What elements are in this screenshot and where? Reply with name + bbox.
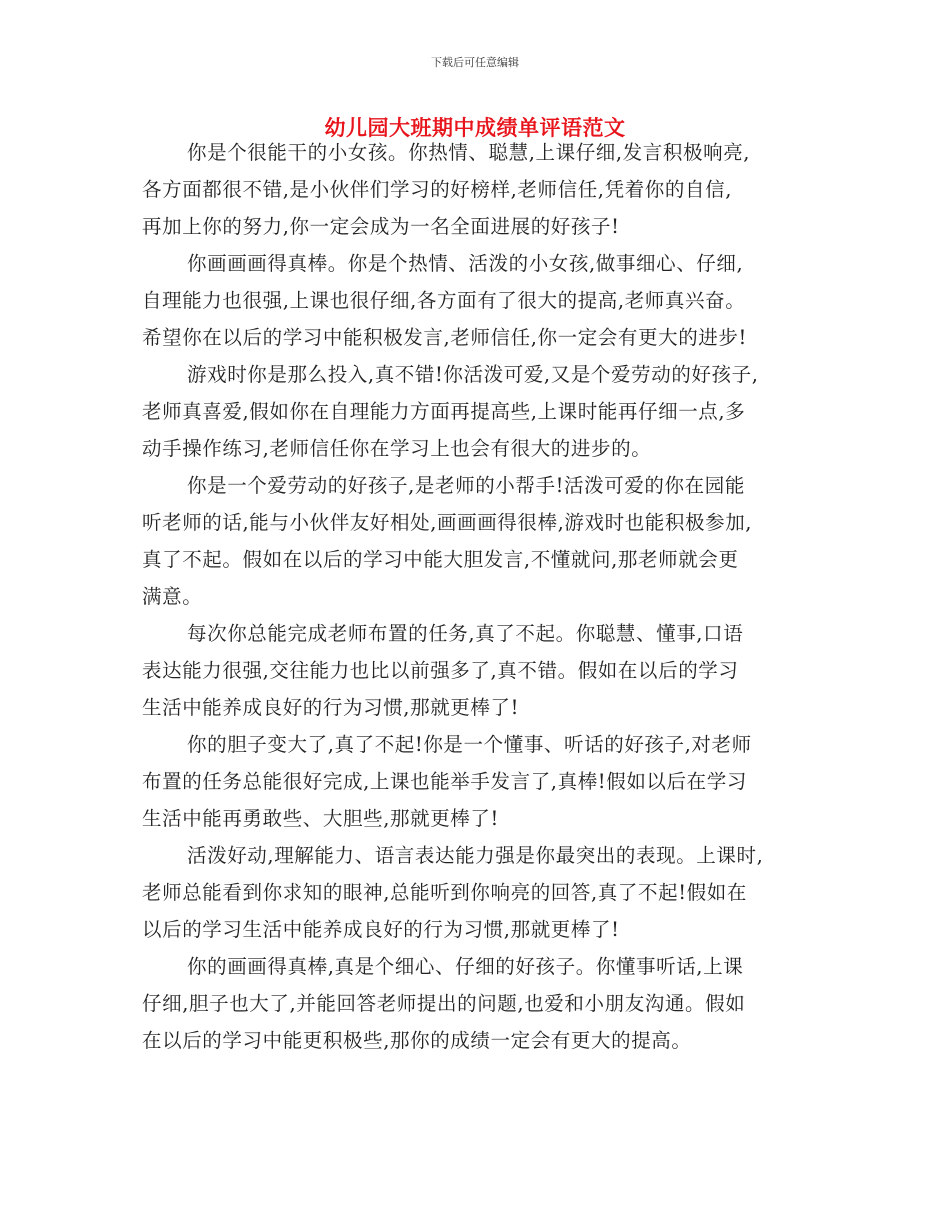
paragraph-1 <box>142 134 814 245</box>
document-body <box>142 134 814 1059</box>
paragraph-line: 真了不起。假如在以后的学习中能大胆发言,不懂就问,那老师就会更 <box>142 548 739 571</box>
paragraph-line: 你是一个爱劳动的好孩子,是老师的小帮手!活泼可爱的你在园能 <box>187 474 745 497</box>
paragraph-3 <box>142 356 814 467</box>
paragraph-8 <box>142 948 814 1059</box>
paragraph-5 <box>142 615 814 726</box>
paragraph-7 <box>142 837 814 948</box>
paragraph-6 <box>142 726 814 837</box>
paragraph-line: 布置的任务总能很好完成,上课也能举手发言了,真棒!假如以后在学习 <box>142 770 747 793</box>
paragraph-line: 以后的学习生活中能养成良好的行为习惯,那就更棒了! <box>142 918 620 941</box>
paragraph-line: 再加上你的努力,你一定会成为一名全面进展的好孩子! <box>142 215 620 238</box>
paragraph-line: 你的画画得真棒,真是个细心、仔细的好孩子。你懂事听话,上课 <box>187 955 744 978</box>
paragraph-4 <box>142 467 814 615</box>
paragraph-line: 活泼好动,理解能力、语言表达能力强是你最突出的表现。上课时, <box>187 844 764 867</box>
paragraph-line: 生活中能养成良好的行为习惯,那就更棒了! <box>142 696 520 719</box>
paragraph-line: 自理能力也很强,上课也很仔细,各方面有了很大的提高,老师真兴奋。 <box>142 289 746 312</box>
paragraph-line: 听老师的话,能与小伙伴友好相处,画画画得很棒,游戏时也能积极参加, <box>142 511 753 534</box>
paragraph-line: 各方面都很不错,是小伙伴们学习的好榜样,老师信任,凭着你的自信, <box>142 178 732 201</box>
paragraph-line: 生活中能再勇敢些、大胆些,那就更棒了! <box>142 807 499 830</box>
document-title: 幼儿园大班期中成绩单评语范文 <box>324 115 626 140</box>
paragraph-line: 动手操作练习,老师信任你在学习上也会有很大的进步的。 <box>142 437 652 460</box>
paragraph-line: 你是个很能干的小女孩。你热情、聪慧,上课仔细,发言积极响亮, <box>187 141 751 164</box>
paragraph-2 <box>142 245 814 356</box>
paragraph-line: 游戏时你是那么投入,真不错!你活泼可爱,又是个爱劳动的好孩子, <box>187 363 759 386</box>
paragraph-line: 表达能力很强,交往能力也比以前强多了,真不错。假如在以后的学习 <box>142 659 739 682</box>
paragraph-line: 每次你总能完成老师布置的任务,真了不起。你聪慧、懂事,口语 <box>187 622 744 645</box>
paragraph-line: 希望你在以后的学习中能积极发言,老师信任,你一定会有更大的进步! <box>142 326 747 349</box>
paragraph-line: 你画画画得真棒。你是个热情、活泼的小女孩,做事细心、仔细, <box>187 252 744 275</box>
paragraph-line: 满意。 <box>142 585 203 608</box>
paragraph-line: 在以后的学习中能更积极些,那你的成绩一定会有更大的提高。 <box>142 1029 692 1052</box>
paragraph-line: 你的胆子变大了,真了不起!你是一个懂事、听话的好孩子,对老师 <box>187 733 752 756</box>
paragraph-line: 老师总能看到你求知的眼神,总能听到你响亮的回答,真了不起!假如在 <box>142 881 747 904</box>
paragraph-line: 仔细,胆子也大了,并能回答老师提出的问题,也爱和小朋友沟通。假如 <box>142 992 746 1015</box>
paragraph-line: 老师真喜爱,假如你在自理能力方面再提高些,上课时能再仔细一点,多 <box>142 400 746 423</box>
header-note: 下载后可任意编辑 <box>431 56 519 69</box>
